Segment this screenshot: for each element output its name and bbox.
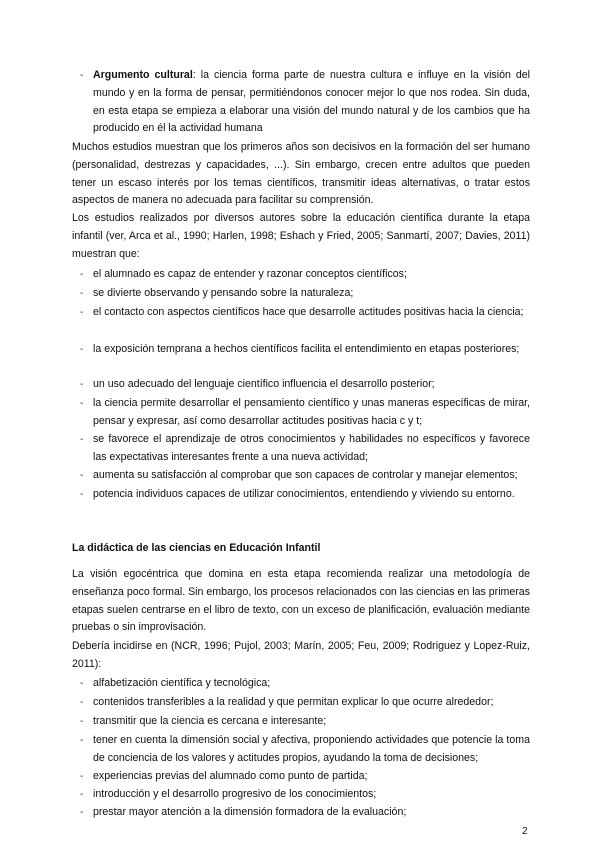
paragraph-early-years: Muchos estudios muestran que los primeros años son decisivos en la formación del ser humano (personalidad, destrezas y capacidades, ...). Sin embargo, crecen entre adultos que pueden tener un escaso interés por los temas científicos, transmitir ideas alternativas, o tratar estos aspectos de manera no adecuada para facilitar su comprensión. <box>72 141 530 207</box>
bullet-marker: - <box>80 470 84 481</box>
list-item: contenidos transferibles a la realidad y que permitan explicar lo que ocurre alrededor; <box>93 696 494 708</box>
list-item: se divierte observando y pensando sobre la naturaleza; <box>93 287 354 299</box>
list-item: la ciencia permite desarrollar el pensamiento científico y unas maneras específicas de mirar, pensar y expresar, así como desarrollar actitudes positivas hacia c y t; <box>93 397 530 427</box>
bullet-marker: - <box>80 434 84 445</box>
paragraph-egocentric-view: La visión egocéntrica que domina en esta etapa recomienda realizar una metodología de enseñanza poco formal. Sin embargo, los procesos relacionados con las ciencias en las primeras etapas suelen centrarse en el libro de texto, con un exceso de planificación, evaluación mediante pruebas o sin improvisación. <box>72 568 530 634</box>
bullet-marker: - <box>80 489 84 500</box>
list-item: aumenta su satisfacción al comprobar que son capaces de controlar y manejar elementos; <box>93 469 518 481</box>
paragraph-studies: Los estudios realizados por diversos autores sobre la educación científica durante la etapa infantil (ver, Arca et al., 1990; Harlen, 1998; Eshach y Fried, 2005; Sanmartí, 2007; Davies, 2011) muestran que: <box>72 212 530 260</box>
cultural-argument-item <box>93 67 530 138</box>
list-item: potencia individuos capaces de utilizar conocimientos, entendiendo y viviendo su entorno. <box>93 488 515 500</box>
bullet-marker: - <box>80 678 84 689</box>
list-item: un uso adecuado del lenguaje científico influencia el desarrollo posterior; <box>93 378 435 390</box>
list-item: el contacto con aspectos científicos hace que desarrolle actitudes positivas hacia la ciencia; <box>93 306 524 318</box>
list-item: el alumnado es capaz de entender y razonar conceptos científicos; <box>93 268 407 280</box>
page-number: 2 <box>522 826 528 837</box>
bullet-marker: - <box>80 70 84 81</box>
bullet-marker: - <box>80 716 84 727</box>
bullet-marker: - <box>80 697 84 708</box>
bullet-marker: - <box>80 379 84 390</box>
bullet-marker: - <box>80 789 84 800</box>
bullet-marker: - <box>80 307 84 318</box>
bullet-marker: - <box>80 807 84 818</box>
list-item: se favorece el aprendizaje de otros conocimientos y habilidades no específicos y favorece las expectativas interesantes frente a una nueva actividad; <box>93 433 530 463</box>
list-item: tener en cuenta la dimensión social y afectiva, proponiendo actividades que potencie la toma de conciencia de los valores y actitudes propios, ayudando la toma de decisiones; <box>93 734 530 764</box>
list-item: experiencias previas del alumnado como punto de partida; <box>93 770 368 782</box>
section-heading: La didáctica de las ciencias en Educación Infantil <box>72 542 321 554</box>
list-item: transmitir que la ciencia es cercana e interesante; <box>93 715 327 727</box>
bullet-marker: - <box>80 344 84 355</box>
bullet-marker: - <box>80 771 84 782</box>
list-item: prestar mayor atención a la dimensión formadora de la evaluación; <box>93 806 407 818</box>
cultural-argument-title: Argumento cultural <box>93 69 193 81</box>
cultural-argument-text: : la ciencia forma parte de nuestra cultura e influye en la visión del mundo y en la forma de pensar, permitiéndonos conocer mejor lo que nos rodea. Sin duda, en esta etapa se empieza a elaborar una visión del mundo natural y de los cambios que ha producido en él la actividad humana <box>93 69 530 135</box>
bullet-marker: - <box>80 288 84 299</box>
bullet-marker: - <box>80 269 84 280</box>
paragraph-should-focus: Debería incidirse en (NCR, 1996; Pujol, 2003; Marín, 2005; Feu, 2009; Rodriguez y Lopez-Ruiz, 2011): <box>72 640 530 670</box>
list-item: alfabetización científica y tecnológica; <box>93 677 271 689</box>
bullet-marker: - <box>80 735 84 746</box>
list-item: introducción y el desarrollo progresivo de los conocimientos; <box>93 788 377 800</box>
bullet-marker: - <box>80 398 84 409</box>
list-item: la exposición temprana a hechos científicos facilita el entendimiento en etapas posteriores; <box>93 343 520 355</box>
